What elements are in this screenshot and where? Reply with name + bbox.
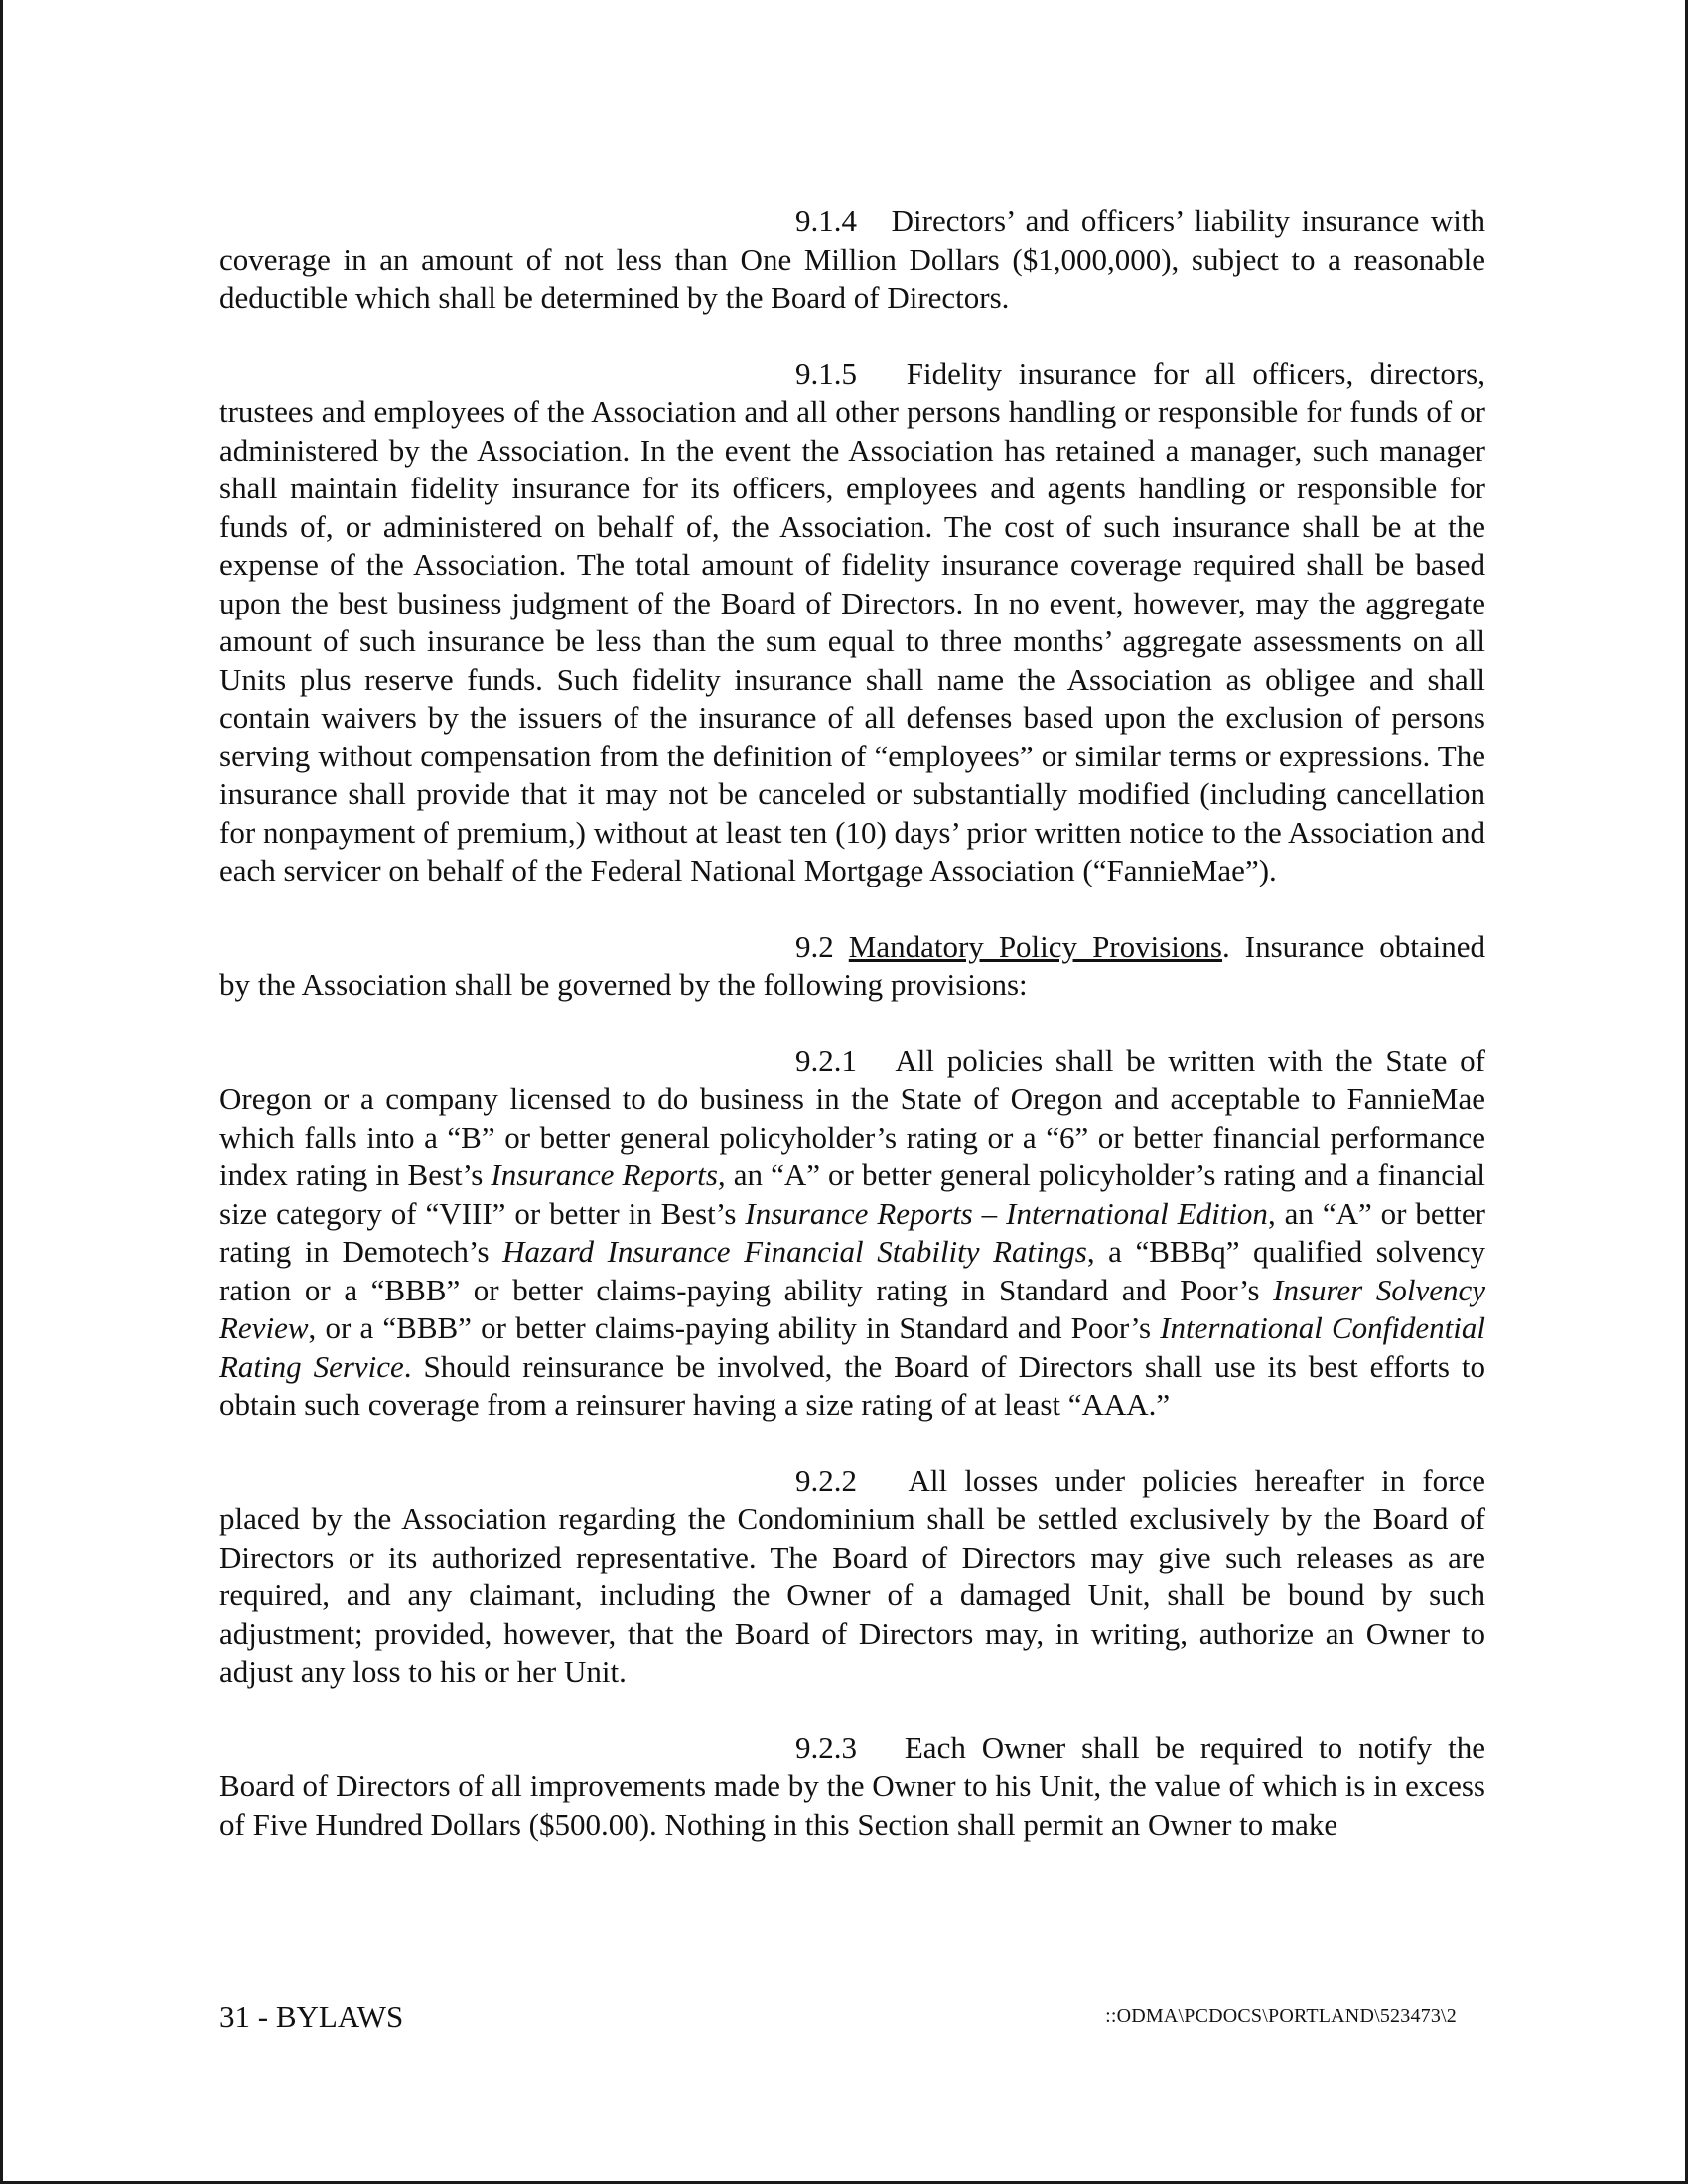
publication-title: Insurer Solvency Review xyxy=(219,1272,1485,1345)
paragraph-9-1-4 xyxy=(219,203,1485,318)
section-number: 9.2.3 xyxy=(795,1729,857,1765)
publication-title: Hazard Insurance Financial Stability Ratings xyxy=(502,1234,1087,1269)
paragraph-text: . Insurance obtained by the Association shall be governed by the following provisions: xyxy=(219,928,1486,1002)
paragraph-text: , or a “BBB” or better claims-paying ability in Standard and Poor’s xyxy=(308,1310,1161,1345)
paragraph-text: Fidelity insurance for all officers, directors, trustees and employees of the Association and all other persons handling or responsible for funds of or administered by the Association. In the event the Association has retained a manager, such manager shall maintain fidelity insurance for its officers, employees and agents handling or responsible for funds of, or administered on behalf of, the Association. The cost of such insurance shall be at the expense of the Association. The total amount of fidelity insurance coverage required shall be based upon the best business judgment of the Board of Directors. In no event, however, may the aggregate amount of such insurance be less than the sum equal to three months’ aggregate assessments on all Units plus reserve funds. Such fidelity insurance shall name the Association as obligee and shall contain waivers by the issuers of the insurance of all defenses based upon the exclusion of persons serving without compensation from the definition of “employees” or similar terms or expressions. The insurance shall provide that it may not be canceled or substantially modified (including cancellation for nonpayment of premium,) without at least ten (10) days’ prior written notice to the Association and each servicer on behalf of the Federal National Mortgage Association (“FannieMae”). xyxy=(219,355,1485,887)
paragraph-text: . Should reinsurance be involved, the Board of Directors shall use its best efforts to obtain such coverage from a reinsurer having a size rating of at least “AAA.” xyxy=(219,1348,1485,1422)
paragraph-text: All policies shall be written with the State of Oregon or a company licensed to do business in the State of Oregon and acceptable to FannieMae which falls into a “B” or better general policyholder’s rating or a “6” or better financial performance index rating in Best’s xyxy=(219,1042,1486,1192)
publication-title: Insurance Reports – International Edition xyxy=(745,1195,1268,1231)
paragraph-9-2 xyxy=(219,928,1485,1005)
paragraph-text: , an “A” or better rating in Demotech’s xyxy=(219,1195,1485,1269)
section-number: 9.2 xyxy=(795,928,834,964)
section-heading: Mandatory Policy Provisions xyxy=(848,928,1222,964)
publication-title: International Confidential Rating Service xyxy=(219,1310,1485,1384)
paragraph-9-1-5 xyxy=(219,355,1485,890)
paragraph-9-2-3 xyxy=(219,1729,1485,1844)
section-number: 9.1.5 xyxy=(795,355,857,391)
paragraph-9-2-2 xyxy=(219,1462,1485,1692)
section-number: 9.1.4 xyxy=(795,204,857,238)
paragraph-text: Each Owner shall be required to notify the Board of Directors of all improvements made by the Owner to his Unit, the value of which is in excess of Five Hundred Dollars ($500.00). Nothing in this Section shall permit an Owner to make xyxy=(219,1729,1485,1842)
section-number: 9.2.1 xyxy=(795,1042,857,1078)
paragraph-text: All losses under policies hereafter in force placed by the Association regarding the Condominium shall be settled exclusively by the Board of Directors or its authorized representative. The Board of Directors may give such releases as are required, and any claimant, including the Owner of a damaged Unit, shall be bound by such adjustment; provided, however, that the Board of Directors may, in writing, authorize an Owner to adjust any loss to his or her Unit. xyxy=(219,1462,1486,1689)
paragraph-text: , a “BBBq” qualified solvency ration or a “BBB” or better claims-paying ability rating in Standard and Poor’s xyxy=(219,1234,1485,1307)
paragraph-text: an “A” or better general policyholder’s rating and a financial size category of “VIII” or better in Best’s xyxy=(219,1158,1486,1231)
paragraph-9-2-1 xyxy=(219,1042,1485,1425)
footer-page-label: 31 - BYLAWS xyxy=(219,1999,404,2034)
paragraph-text: Directors’ and officers’ liability insurance with coverage in an amount of not less than One Million Dollars ($1,000,000), subject to a reasonable deductible which shall be determined by the Board of Directors. xyxy=(219,204,1486,315)
footer-doc-path: ::ODMA\PCDOCS\PORTLAND\523473\2 xyxy=(1105,2005,1457,2027)
section-number: 9.2.2 xyxy=(795,1462,857,1498)
document-body xyxy=(219,203,1485,1881)
publication-title: Insurance Reports, xyxy=(491,1158,726,1192)
